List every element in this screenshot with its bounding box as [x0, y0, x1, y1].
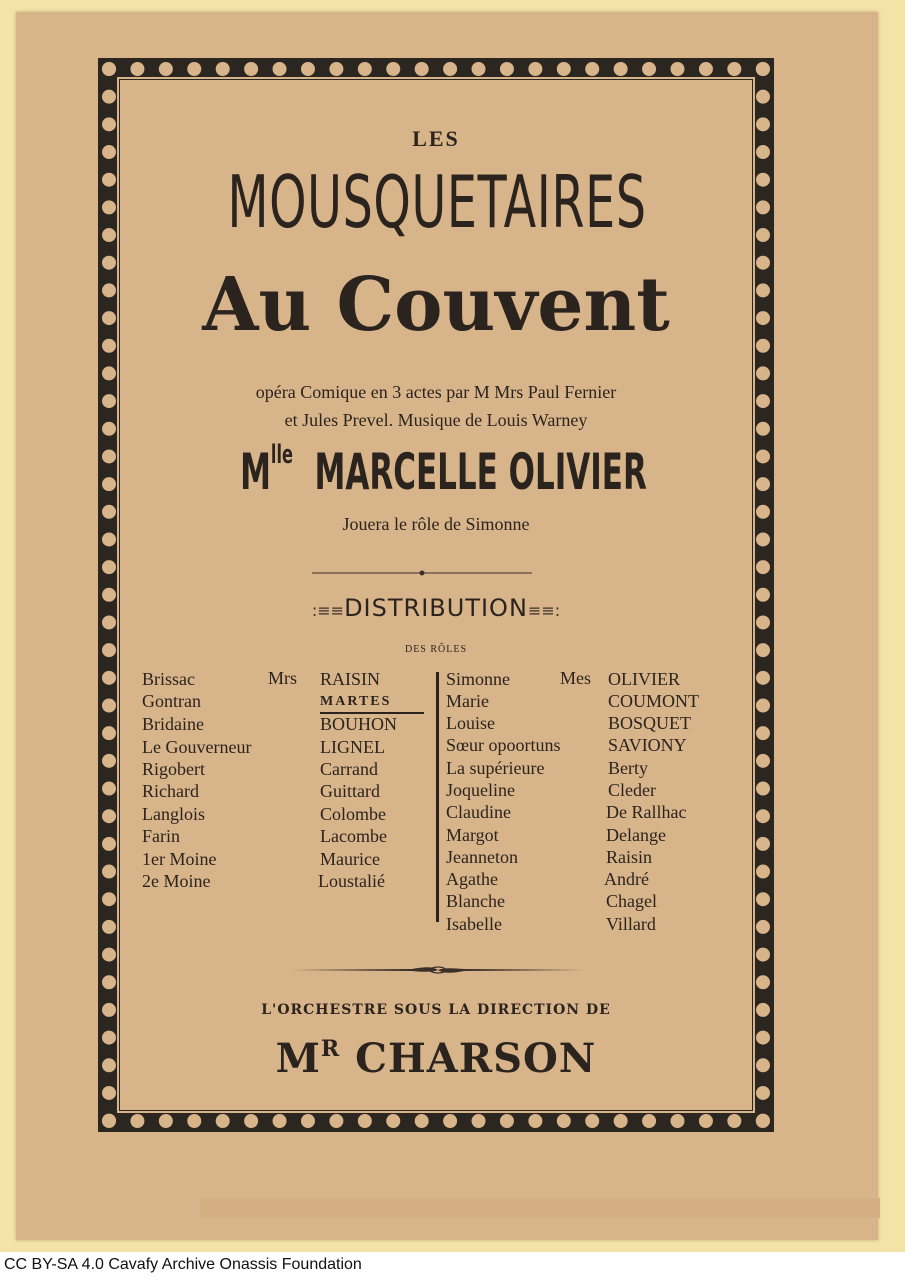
martes-label: MARTES — [320, 692, 424, 714]
conductor-prefix-sup: R — [320, 1036, 341, 1062]
cast-men-role: Gontran — [142, 691, 201, 711]
divider-ornament-flourish — [292, 964, 584, 976]
cast-men-actor: BOUHON — [320, 714, 398, 734]
cast-women-actor: De Rallhac — [606, 802, 687, 822]
cast-men-role: Farin — [142, 826, 180, 846]
conductor-name — [120, 1035, 752, 1082]
poster-content — [120, 80, 752, 1110]
cast-women-role: Simonne — [446, 669, 511, 689]
cast-women-actor: BOSQUET — [608, 713, 692, 733]
title-secondary: Au Couvent — [202, 262, 670, 348]
cast-women-actor: OLIVIER — [608, 669, 680, 689]
cast-men-role: 1er Moine — [142, 849, 217, 869]
title-main: MOUSQUETAIRES — [227, 160, 647, 244]
divider-ornament — [312, 569, 532, 577]
cast-men-actor: Lacombe — [320, 826, 387, 846]
star-role: Jouera le rôle de Simonne — [342, 514, 530, 534]
distribution-deco-right: ≡≡: — [527, 601, 561, 620]
conductor: CHARSON — [355, 1035, 597, 1082]
cast-men-role: Langlois — [142, 804, 205, 824]
cast-men-actor: LIGNEL — [320, 737, 385, 757]
cast-women-role: Agathe — [446, 869, 498, 889]
cast-women-actor: Villard — [606, 914, 656, 934]
star-name: MARCELLE OLIVIER — [314, 443, 647, 501]
cast-men-actor: Carrand — [320, 759, 378, 779]
cast-women-actor: André — [604, 869, 649, 889]
cast-women-role: La supérieure — [446, 758, 545, 778]
subtitle-line-2: et Jules Prevel. Musique de Louis Warney — [284, 410, 588, 430]
cast-men-actor: Maurice — [320, 849, 380, 869]
cast-column-divider — [436, 672, 439, 922]
license-credit: CC BY-SA 4.0 Cavafy Archive Onassis Foundation — [4, 1256, 362, 1273]
conductor-prefix: M — [275, 1035, 321, 1082]
star-prefix-sup: lle — [270, 440, 293, 470]
cast-women-role: Sœur opoortuns — [446, 735, 561, 755]
cast-men-actor: Colombe — [320, 804, 386, 824]
star-prefix: M — [240, 443, 271, 501]
cast-women-role: Louise — [446, 713, 495, 733]
mes-label: Mes — [560, 668, 591, 688]
cast-women-actor: Cleder — [608, 780, 656, 800]
cast-women-role: Marie — [446, 691, 489, 711]
cast-women-actor: SAVIONY — [608, 735, 687, 755]
cast-women-role: Isabelle — [446, 914, 502, 934]
star-performer — [240, 440, 647, 501]
cast-men-actor: RAISIN — [320, 669, 381, 689]
cast-women-role: Claudine — [446, 802, 511, 822]
orchestra-heading: L'ORCHESTRE SOUS LA DIRECTION DE — [261, 1002, 611, 1018]
cast-women-role: Blanche — [446, 891, 505, 911]
title-article: LES — [412, 126, 460, 151]
cast-men-role: Brissac — [142, 669, 195, 689]
cast-men-role: Rigobert — [142, 759, 205, 779]
cast-women-actor: Berty — [608, 758, 648, 778]
cast-men-role: Bridaine — [142, 714, 204, 734]
cast-women-role: Jeanneton — [446, 847, 518, 867]
cast-women-actor: COUMONT — [608, 691, 700, 711]
cast-men-role: 2e Moine — [142, 871, 211, 891]
cast-men-role: Le Gouverneur — [142, 737, 252, 757]
cast-men-role: Richard — [142, 781, 199, 801]
cast-women-actor: Chagel — [606, 891, 657, 911]
distribution-heading — [120, 594, 752, 622]
distribution-deco-left: :≡≡ — [311, 601, 345, 620]
cast-men-actor: Guittard — [320, 781, 380, 801]
cast-women-role: Margot — [446, 825, 499, 845]
paper-torn-edge — [200, 1198, 880, 1218]
cast-women-actor: Raisin — [606, 847, 653, 867]
cast-women-actor: Delange — [606, 825, 666, 845]
cast-women-role: Joqueline — [446, 780, 515, 800]
distribution-label: DISTRIBUTION — [344, 594, 528, 622]
des-roles-label: DES RÔLES — [404, 644, 468, 655]
mrs-label: Mrs — [268, 668, 298, 688]
cast-men-actor: Loustalié — [318, 871, 385, 891]
subtitle-line-1: opéra Comique en 3 actes par M Mrs Paul Fernier — [255, 382, 617, 402]
